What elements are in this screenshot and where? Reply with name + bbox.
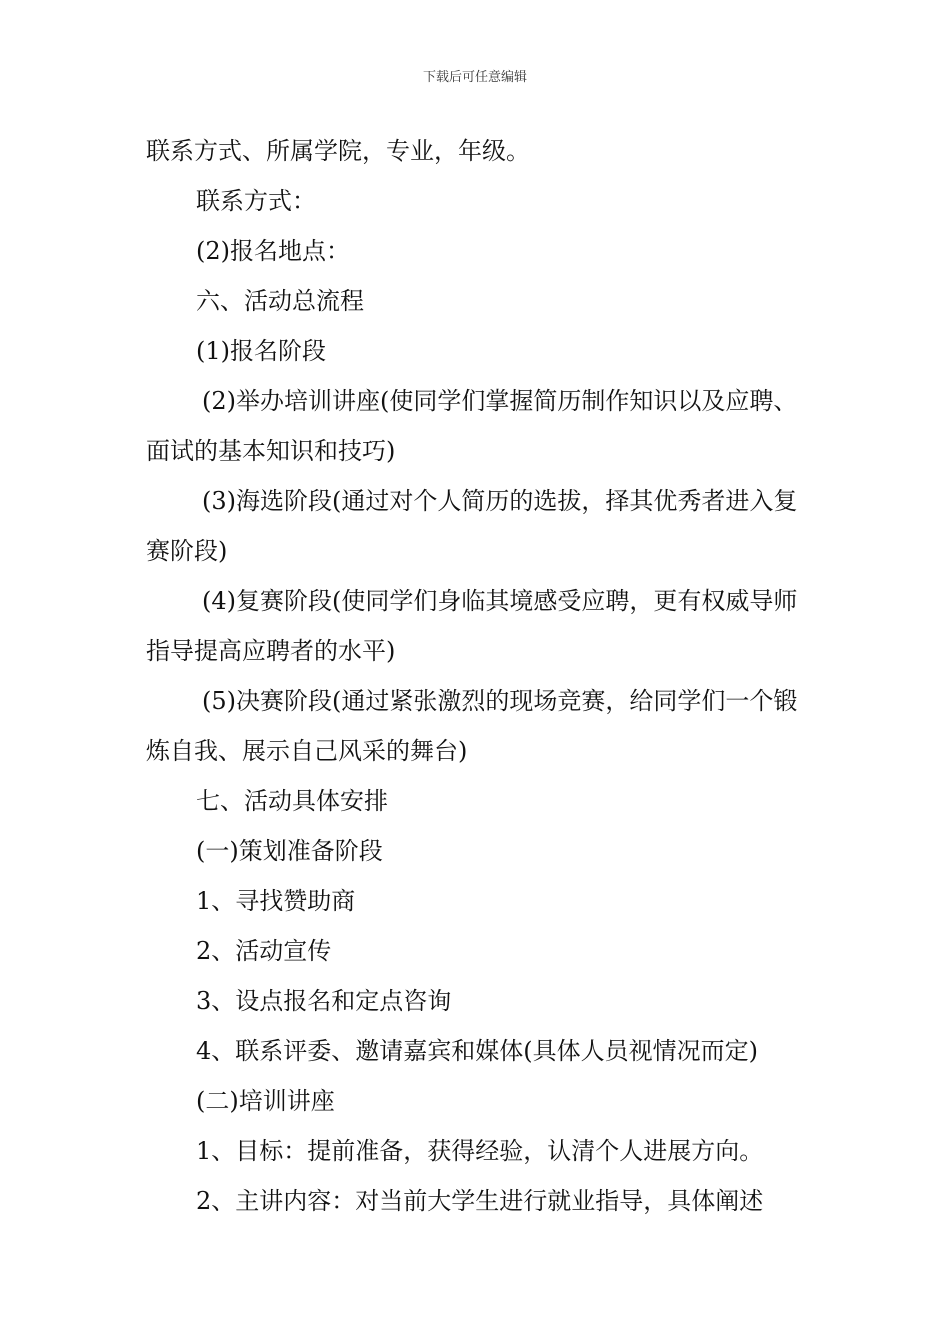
list-item: 3、设点报名和定点咨询 — [196, 987, 452, 1015]
subsection-heading: (二)培训讲座 — [196, 1087, 335, 1115]
paragraph: 联系方式： — [196, 187, 316, 215]
page-header: 下载后可任意编辑 — [422, 70, 527, 85]
paragraph: (5)决赛阶段(通过紧张激烈的现场竞赛，给同学们一个锻炼自我、展示自己风采的舞台) — [146, 687, 798, 765]
document-body — [146, 126, 810, 1226]
list-item: 1、目标：提前准备，获得经验，认清个人进展方向。 — [196, 1137, 764, 1165]
paragraph: (2)报名地点： — [196, 237, 350, 265]
paragraph: (4)复赛阶段(使同学们身临其境感受应聘，更有权威导师指导提高应聘者的水平) — [146, 587, 798, 665]
paragraph: (3)海选阶段(通过对个人简历的选拔，择其优秀者进入复赛阶段) — [146, 487, 798, 565]
list-item: 2、主讲内容：对当前大学生进行就业指导，具体阐述 — [196, 1187, 764, 1215]
paragraph: 联系方式、所属学院，专业，年级。 — [146, 137, 530, 165]
subsection-heading: (一)策划准备阶段 — [196, 837, 383, 865]
section-heading: 六、活动总流程 — [196, 287, 364, 315]
section-heading: 七、活动具体安排 — [196, 787, 388, 815]
list-item: 1、寻找赞助商 — [196, 887, 356, 915]
list-item: 2、活动宣传 — [196, 937, 332, 965]
paragraph: (2)举办培训讲座(使同学们掌握简历制作知识以及应聘、面试的基本知识和技巧) — [146, 387, 798, 465]
list-item: 4、联系评委、邀请嘉宾和媒体(具体人员视情况而定) — [196, 1037, 758, 1065]
paragraph: (1)报名阶段 — [196, 337, 326, 365]
